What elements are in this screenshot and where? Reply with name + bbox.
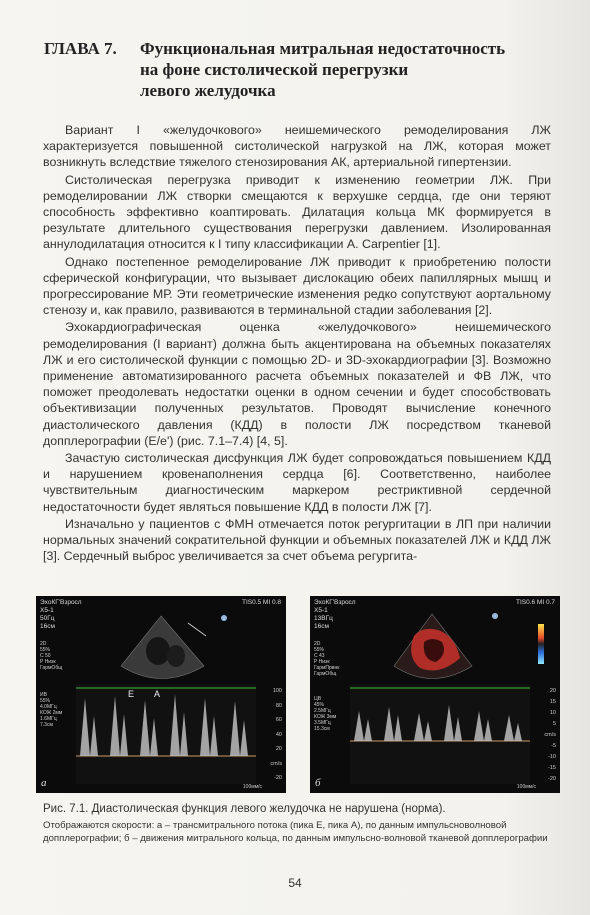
scale-tick: -20	[274, 775, 282, 781]
paragraph: Однако постепенное ремоделирование ЛЖ приводит к приобретению полости сферической конфигурации, что вызывает дислокацию обеих папиллярных мышц и прогрессирование МР. Эти геометрические изменения редко сопутствуют аортальному стенозу и, как правило, развиваются в терминальной стадии заболевания [2].	[43, 254, 551, 318]
sweep-speed: 100мм/с	[242, 784, 262, 790]
figure-b-tissue-doppler	[310, 596, 560, 793]
body-text	[43, 122, 551, 565]
figure-a-settings	[40, 641, 62, 671]
figure-a-freq: 50Гц	[40, 615, 55, 622]
paragraph: Изначально у пациентов с ФМН отмечается поток регургитации в ЛП при наличии нормальных значений сократительной функции и объемных показателей ЛЖ и КДД ЛЖ [3]. Сердечный выброс увеличивается за счет объема регургита-	[43, 516, 551, 564]
setting: 55%	[40, 698, 51, 704]
scale-tick: 10	[549, 710, 556, 716]
setting: 45%	[314, 702, 325, 708]
figure-a-probe: X5-1	[40, 607, 54, 614]
chapter-title-line: на фоне систолической перегрузки	[140, 60, 409, 79]
figure-b-scale	[544, 686, 556, 785]
setting: 2D	[314, 641, 321, 647]
setting: КОЖ 2мм	[40, 710, 63, 716]
figure-a-label: а	[41, 777, 47, 789]
setting: 55%	[40, 647, 51, 653]
setting: P Низк	[40, 659, 56, 665]
sweep-speed: 100мм/с	[516, 784, 536, 790]
scale-tick: 20	[549, 688, 556, 694]
scale-tick: cm/s	[544, 732, 556, 738]
figure-b-label: б	[315, 777, 321, 789]
paragraph: Зачастую систолическая дисфункция ЛЖ будет сопровождаться повышением КДД и нарушением кровенаполнения сердца [6]. Соответственно, наиболее чувствительным диагностическим маркером рестриктивной сердечной недостаточности будет являться повышение КДД в полости ЛЖ [7].	[43, 451, 551, 514]
setting: 3.5МГц	[314, 720, 331, 726]
figure-b-probe: X5-1	[314, 607, 328, 614]
figure-a-header	[40, 599, 82, 631]
scale-tick: -20	[548, 776, 556, 782]
setting: ГармОбщ	[40, 665, 63, 671]
figure-b-ti: TIS0.6 MI 0.7	[515, 599, 555, 606]
setting: 7.3см	[40, 722, 53, 728]
scale-tick: -10	[548, 754, 556, 760]
scale-tick: 5	[552, 721, 556, 727]
figure-b-freq: 13ВГц	[314, 615, 333, 622]
peak-a-label: A	[154, 689, 161, 699]
peak-e-label: E	[128, 689, 135, 699]
figure-b-settings	[314, 641, 339, 677]
caption-main: Рис. 7.1. Диастолическая функция левого желудочка не нарушена (норма).	[43, 803, 446, 815]
figure-a-depth: 16см	[40, 623, 55, 630]
chapter-title-line: Функциональная митральная недостаточность	[140, 39, 506, 58]
chapter-title-line: левого желудочка	[140, 81, 276, 100]
setting: КОЖ 3мм	[314, 714, 337, 720]
setting: 15.3см	[314, 726, 330, 732]
scale-tick: 80	[275, 702, 282, 709]
scale-tick: 60	[275, 717, 282, 723]
scale-tick: cm/s	[270, 760, 282, 767]
scale-tick: 20	[275, 746, 282, 752]
setting: 1.6МГц	[40, 716, 57, 722]
figure-b-header	[314, 599, 356, 631]
scale-tick: -15	[548, 765, 556, 771]
paragraph: Систолическая перегрузка приводит к изменению геометрии ЛЖ. При ремоделировании ЛЖ створки смещаются к верхушке сердца, где они теряют способность эффективно коаптировать. Дилатация кольца МК формируется в результате длительного существования перегрузки давлением. Изолированная аннулодилатация относится к I типу классификации A. Carpentier [1].	[43, 172, 551, 252]
figure-caption	[43, 802, 553, 845]
scale-tick: 40	[275, 731, 282, 738]
setting: 55%	[314, 647, 325, 653]
chapter-title	[140, 38, 560, 101]
scale-tick: 100	[272, 688, 282, 694]
chapter-number: ГЛАВА 7.	[44, 39, 117, 58]
setting: C 43	[314, 653, 325, 659]
scale-tick: -5	[551, 743, 556, 749]
setting: C 50	[40, 653, 51, 659]
figure-a-echo-doppler	[36, 596, 286, 793]
figure-a-mode: ЭхоКГ'Взросл	[40, 599, 82, 606]
paragraph: Эхокардиографическая оценка «желудочкового» неишемического ремоделирования (I вариант) должна быть акцентирована на объемных показателях ЛЖ и его систолической функции с помощью 2D- и 3D-эхокардиографии [3]. Возможно применение автоматизированного расчета объемных показателей и ФВ ЛЖ, что поможет преодолевать недостатки оценки в одном сечении и будет способствовать объективизации полученных результатов. Проводят вычисление конечного диастолического давления (КДД) в полости ЛЖ посредством тканевой допплерографии (E/e') (рис. 7.1–7.4) [4, 5].	[43, 320, 551, 448]
caption-note: Отображаются скорости: а – трансмитрального потока (пика Е, пика А), по данным импульсноволновой допплерографии; б – движения митрального кольца, по данным импульсно-волновой тканевой допплерографии	[43, 820, 548, 844]
figure-b-depth: 16см	[314, 623, 329, 630]
figure-b-settings-2	[314, 696, 336, 732]
setting: 4.0МГц	[40, 704, 57, 710]
setting: ГармОбщ	[314, 671, 337, 677]
setting: 2.5МГц	[314, 708, 331, 714]
figure-a-settings-2	[40, 692, 62, 728]
setting: P Низк	[314, 659, 330, 665]
setting: ИВ	[40, 692, 47, 698]
figure-b-mode: ЭхоКГ'Взросл	[314, 599, 356, 606]
setting: ГармПрвнк	[314, 665, 340, 671]
page-number: 54	[288, 876, 302, 890]
setting: ЦВ	[314, 696, 322, 702]
figure-a-ti: TIS0.5 MI 0.8	[241, 599, 281, 606]
figure-a-scale	[270, 684, 282, 786]
setting: 2D	[40, 641, 47, 647]
paragraph: Вариант I «желудочкового» неишемического ремоделирования ЛЖ характеризуется повышенной систолической нагрузкой на ЛЖ, которая может возникнуть вследствие тяжелого стенозирования АК, артериальной гипертензии.	[43, 123, 551, 170]
scale-tick: 15	[549, 699, 556, 705]
